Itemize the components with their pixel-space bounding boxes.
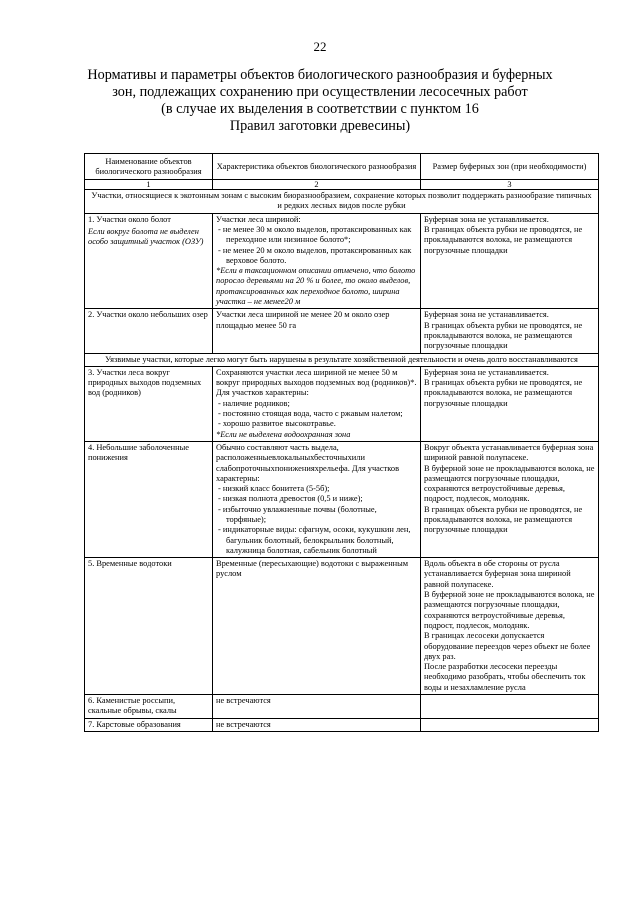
title-line: (в случае их выделения в соответствии с пунктом 16 — [161, 101, 479, 117]
header-cell: Размер буферных зон (при необходимости) — [421, 154, 599, 180]
document-title — [60, 67, 580, 135]
column-number: 2 — [213, 179, 421, 190]
biodiversity-table — [84, 153, 599, 732]
buffer-zone-cell — [421, 366, 599, 441]
section-heading-row — [85, 190, 599, 214]
section-heading-row — [85, 353, 599, 366]
column-number: 3 — [421, 179, 599, 190]
characteristics-note: *Если в таксационном описании отмечено, что болото поросло деревьями на 20 % и более, то около выделов, протаксированных как переходное болото, ширина участка – не менее20 м — [216, 266, 416, 307]
page-number: 22 — [313, 39, 327, 54]
table-row — [85, 441, 599, 557]
characteristics-cell: Участки леса шириной не менее 20 м около озер площадью менее 50 га — [213, 309, 421, 353]
buffer-zone-text: Вокруг объекта устанавливается буферная зона шириной равной полупасеке. — [424, 442, 594, 463]
characteristics-text: Обычно составляют часть выдела, расположенныевлокальныхбесточныхили слабопроточныхпониженияхрельефа. Для участков характерны: — [216, 442, 400, 483]
characteristics-item: - низкая полнота древостоя (0,5 и ниже); — [218, 494, 363, 504]
characteristics-item: - наличие родников; — [218, 398, 290, 408]
buffer-zone-text: В границах лесосеки допускается оборудование переездов через объект не более двух раз. — [424, 631, 591, 661]
column-number: 1 — [85, 179, 213, 190]
object-name-cell: 2. Участки около небольших озер — [85, 309, 213, 353]
characteristics-item: - постоянно стоящая вода, часто с ржавым налетом; — [218, 409, 403, 419]
characteristics-cell: не встречаются — [213, 695, 421, 719]
buffer-zone-text: В границах объекта рубки не проводятся, не прокладываются волока, не размещаются погрузочные площадки — [424, 320, 583, 351]
table-row — [85, 309, 599, 353]
buffer-zone-text: Буферная зона не устанавливается. — [424, 310, 549, 320]
characteristics-item: - избыточно увлажненные почвы (болотные, торфяные); — [218, 504, 377, 524]
buffer-zone-text: В границах объекта рубки не проводятся, не прокладываются волока, не размещаются погрузочные площадки — [424, 224, 583, 255]
title-line: Правил заготовки древесины) — [229, 118, 411, 134]
buffer-zone-text: В границах объекта рубки не проводятся, не прокладываются волока, не размещаются погрузочные площадки — [424, 378, 583, 408]
characteristics-item: - низкий класс бонитета (5-5б); — [218, 484, 330, 494]
characteristics-cell — [213, 366, 421, 441]
buffer-zone-cell — [421, 441, 599, 557]
buffer-zone-text: В буферной зоне не прокладываются волока, не размещаются погрузочные площадки, сохраняются ветроустойчивые деревья, подрост, подлесок, молодняк. — [424, 463, 595, 504]
table-row — [85, 718, 599, 731]
column-number-row — [85, 179, 599, 190]
characteristics-cell: не встречаются — [213, 718, 421, 731]
buffer-zone-text: В буферной зоне не прокладываются волока, не размещаются погрузочные площадки, сохраняются ветроустойчивые деревья, подрост, подлесок, молодняк. — [424, 590, 595, 630]
buffer-zone-cell — [421, 718, 599, 731]
object-name-cell: 3. Участки леса вокруг природных выходов подземных вод (родников) — [85, 366, 213, 441]
characteristics-text: Сохраняются участки леса шириной не менее 50 м вокруг природных выходов подземных вод (родников)*. Для участков характерны: — [216, 367, 417, 398]
table-row — [85, 213, 599, 309]
buffer-zone-cell — [421, 213, 599, 309]
buffer-zone-cell — [421, 558, 599, 695]
buffer-zone-text: Вдоль объекта в обе стороны от русла устанавливается буферная зона шириной равной полупасеке. — [424, 559, 571, 589]
object-name-cell — [85, 213, 213, 309]
object-note: Если вокруг болота не выделен особо защитный участок (ОЗУ) — [88, 226, 204, 247]
buffer-zone-cell — [421, 695, 599, 719]
buffer-zone-text: В границах объекта рубки не проводятся, не прокладываются волока, не размещаются погрузочные площадки — [424, 504, 583, 535]
buffer-zone-text: Буферная зона не устанавливается. — [424, 214, 549, 224]
title-line: зон, подлежащих сохранению при осуществлении лесосечных работ — [112, 84, 528, 100]
buffer-zone-cell — [421, 309, 599, 353]
object-name: 1. Участки около болот — [88, 214, 171, 224]
object-name-cell: 6. Каменистые россыпи, скальные обрывы, скалы — [85, 695, 213, 719]
table-header-row — [85, 154, 599, 180]
characteristics-note: *Если не выделена водоохранная зона — [216, 429, 351, 439]
object-name-cell: 4. Небольшие заболоченные понижения — [85, 441, 213, 557]
section-heading: Участки, относящиеся к экотонным зонам с высоким биоразнообразием, сохранение которых позволит поддержать разнообразие типичных и редких лесных видов после рубки — [85, 190, 599, 214]
characteristics-text: Участки леса шириной: — [216, 214, 301, 224]
characteristics-cell: Временные (пересыхающие) водотоки с выраженным руслом — [213, 558, 421, 695]
title-line: Нормативы и параметры объектов биологического разнообразия и буферных — [87, 67, 553, 83]
object-name-cell: 5. Временные водотоки — [85, 558, 213, 695]
characteristics-item: - индикаторные виды: сфагнум, осоки, кукушкин лен, багульник болотный, белокрыльник болотный, калужница болотная, сабельник болотный — [218, 525, 411, 555]
characteristics-item: - не менее 30 м около выделов, протаксированных как переходное или низинное болото*; — [218, 224, 412, 245]
characteristics-item: - хорошо развитое высокотравье. — [218, 419, 336, 429]
characteristics-cell — [213, 213, 421, 309]
characteristics-item: - не менее 20 м около выделов, протаксированных как верховое болото. — [218, 245, 412, 265]
buffer-zone-text: Буферная зона не устанавливается. — [424, 367, 549, 377]
table-row — [85, 558, 599, 695]
header-cell: Характеристика объектов биологического разнообразия — [213, 154, 421, 180]
header-cell: Наименование объектов биологического разнообразия — [85, 154, 213, 180]
table-row — [85, 695, 599, 719]
section-heading: Уязвимые участки, которые легко могут быть нарушены в результате хозяйственной деятельности и очень долго восстанавливаются — [85, 353, 599, 366]
table-row — [85, 366, 599, 441]
buffer-zone-text: После разработки лесосеки переезды необходимо разобрать, чтобы обеспечить ток воды и незахламление русла — [424, 662, 586, 692]
object-name-cell: 7. Карстовые образования — [85, 718, 213, 731]
characteristics-cell — [213, 441, 421, 557]
